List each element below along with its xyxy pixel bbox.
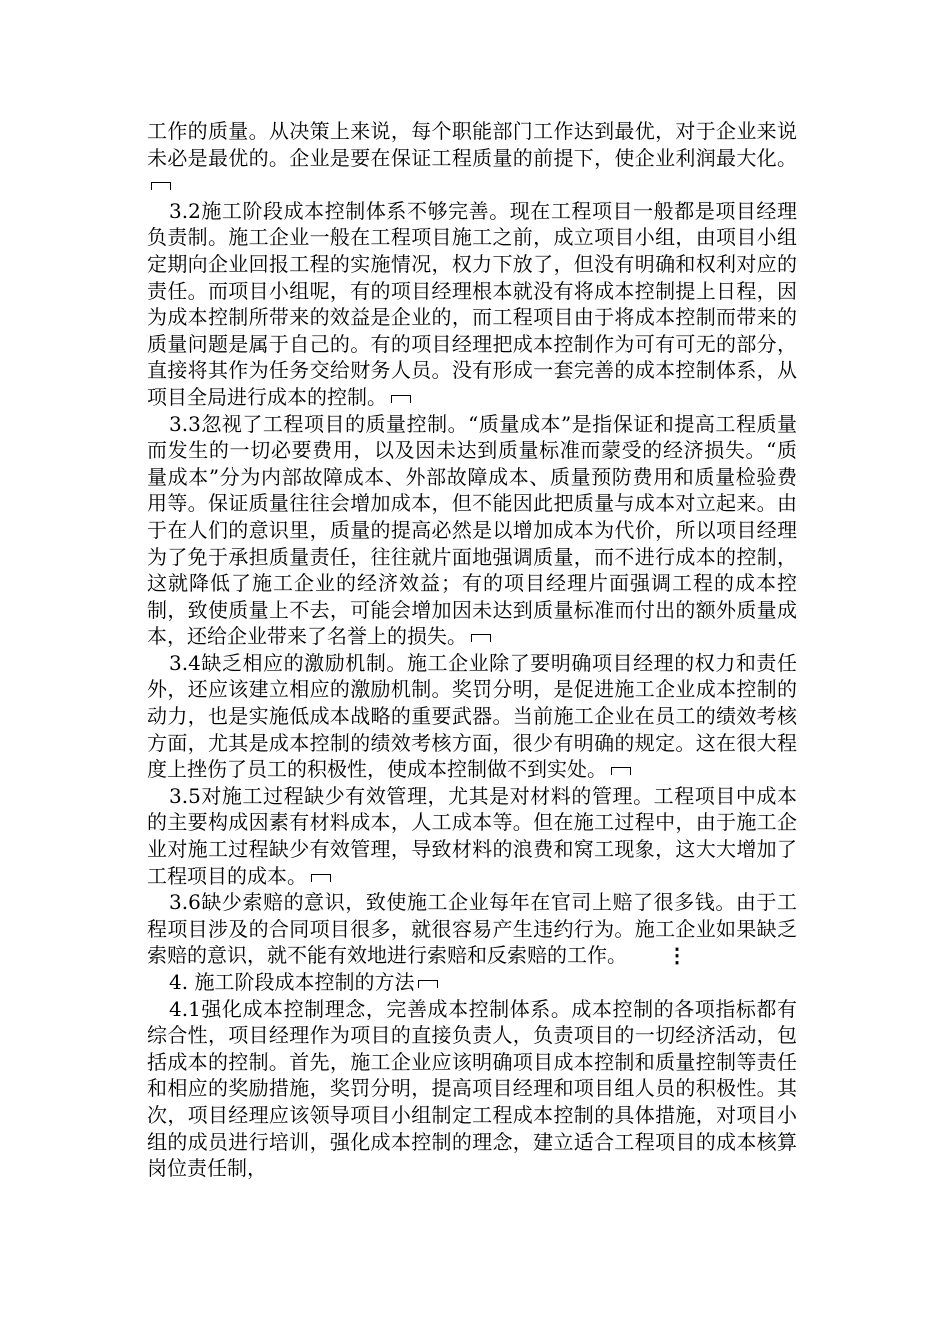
paragraph-text: 3.5对施工过程缺少有效管理，尤其是对材料的管理。工程项目中成本的主要构成因素有材料成本，人工成本等。但在施工过程中，由于施工企业对施工过程缺少有效管理，导致材料的浪费和窝工现象，这大大增加了工程项目的成本。: [147, 783, 797, 888]
paragraph-text: 3.3忽视了工程项目的质量控制。“质量成本”是指保证和提高工程质量而发生的一切必要费用，以及因未达到质量标准而蒙受的经济损失。“质量成本”分为内部故障成本、外部故障成本、质量预防费用和质量检验费用等。保证质量往往会增加成本，但不能因此把质量与成本对立起来。由于在人们的意识里，质量的提高必然是以增加成本为代价，所以项目经理为了免于承担质量责任，往往就片面地强调质量，而不进行成本的控制，这就降低了施工企业的经济效益；有的项目经理片面强调工程的成本控制，致使质量上不去，可能会增加因未达到质量标准而付出的额外质量成本，还给企业带来了名誉上的损失。: [147, 411, 797, 649]
paragraph-mark-icon: [418, 980, 438, 988]
paragraph-text: 工作的质量。从决策上来说，每个职能部门工作达到最优，对于企业来说未必是最优的。企业是要在保证工程质量的前提下，使企业利润最大化。: [147, 119, 797, 170]
paragraph-mark-icon: [311, 874, 331, 882]
section-heading-4: [147, 969, 797, 996]
ellipsis-icon: ⋮: [667, 943, 687, 968]
document-page: [147, 118, 797, 1182]
paragraph-text: 3.4缺乏相应的激励机制。施工企业除了要明确项目经理的权力和责任外，还应该建立相应的激励机制。奖罚分明，是促进施工企业成本控制的动力，也是实施低成本战略的重要武器。当前施工企业在员工的绩效考核方面，尤其是成本控制的绩效考核方面，很少有明确的规定。这在很大程度上挫伤了员工的积极性，使成本控制做不到实处。: [147, 650, 797, 782]
paragraph-mark-icon: [391, 395, 411, 403]
paragraph-mark-icon: [471, 634, 491, 642]
paragraph-1: [147, 118, 797, 198]
paragraph-text: 3.6缺少索赔的意识，致使施工企业每年在官司上赔了很多钱。由于工程项目涉及的合同项目很多，就很容易产生违约行为。施工企业如果缺乏索赔的意识，就不能有效地进行索赔和反索赔的工作。: [147, 890, 797, 968]
paragraph-3-6: [147, 889, 797, 969]
paragraph-3-3: [147, 411, 797, 650]
paragraph-text: 3.2施工阶段成本控制体系不够完善。现在工程项目一般都是项目经理负责制。施工企业一般在工程项目施工之前，成立项目小组，由项目小组定期向企业回报工程的实施情况，权力下放了，但没有明确和权利对应的责任。而项目小组呢，有的项目经理根本就没有将成本控制提上日程，因为成本控制所带来的效益是企业的，而工程项目由于将成本控制而带来的质量问题是属于自己的。有的项目经理把成本控制作为可有可无的部分，直接将其作为任务交给财务人员。没有形成一套完善的成本控制体系，从项目全局进行成本的控制。: [147, 198, 797, 409]
paragraph-3-4: [147, 650, 797, 783]
paragraph-3-2: [147, 198, 797, 411]
section-heading-text: 4. 施工阶段成本控制的方法: [169, 970, 415, 994]
paragraph-3-5: [147, 783, 797, 889]
paragraph-4-1: [147, 996, 797, 1182]
paragraph-mark-icon: [611, 767, 631, 775]
paragraph-text: 4.1强化成本控制理念，完善成本控制体系。成本控制的各项指标都有综合性，项目经理作为项目的直接负责人，负责项目的一切经济活动，包括成本的控制。首先，施工企业应该明确项目成本控制和质量控制等责任和相应的奖励措施，奖罚分明，提高项目经理和项目组人员的积极性。其次，项目经理应该领导项目小组制定工程成本控制的具体措施，对项目小组的成员进行培训，强化成本控制的理念，建立适合工程项目的成本核算岗位责任制，: [147, 996, 797, 1181]
paragraph-mark-icon: [151, 182, 171, 190]
